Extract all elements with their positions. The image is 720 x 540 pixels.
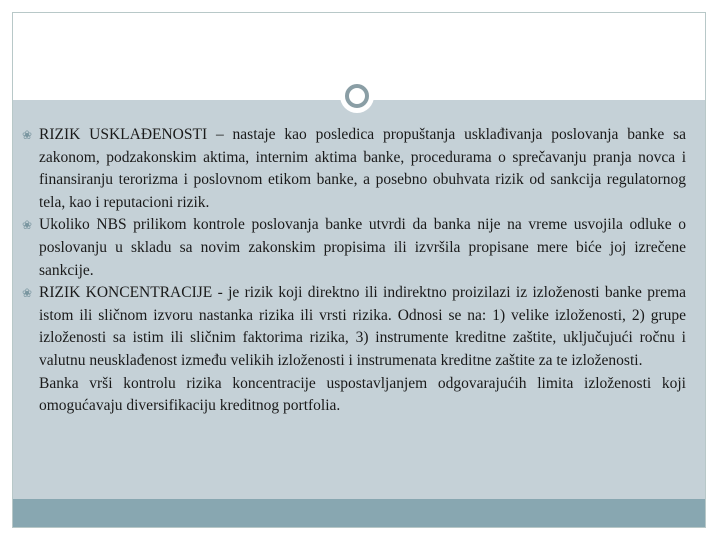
bullet-paragraph-concentration-risk [22,282,686,372]
concentration-risk-text: - je rizik koji direktno ili indirektno proizilazi iz izloženosti banke prema istom ili sličnom izvoru nastanka rizika ili vrsti rizika. Odnosi se na: 1) velike izloženosti, 2) grupe izloženosti sa istim ili sličnim faktorima rizika, 3) instrumente kreditne zaštite, uključujući ročnu i valutnu neusklađenost između velikih izloženosti i instrumenata kreditne zaštite za te izloženosti. [39,284,687,369]
curl-bullet-icon: ❀ [22,218,33,233]
curl-bullet-icon: ❀ [22,128,33,142]
bullet-paragraph-nbs-sanctions [22,214,686,282]
concentration-control-paragraph [22,373,686,418]
compliance-risk-text: – nastaje kao posledica propuštanja usklađivanja poslovanja banke sa zakonom, podzakonskim aktima, internim aktima banke, procedurama o sprečavanju pranja novca i finansiranju terorizma i poslovnom etikom banke, a posebno obuhvata rizik od sankcija regulatornog tela, kao i reputacioni rizik. [39,126,686,211]
compliance-risk-heading: RIZIK USKLAĐENOSTI [39,126,208,143]
ring-ornament-inner [345,84,369,108]
footer-bar [13,499,705,527]
bullet-paragraph-compliance-risk [22,124,686,214]
slide-body [22,124,686,418]
concentration-risk-heading: RIZIK KONCENTRACIJE [39,284,213,302]
concentration-control-text: Banka vrši kontrolu rizika koncentracije uspostavljanjem odgovarajućih limita izloženosti koji omogućavaju diversifikaciju kreditnog portfolia. [39,374,686,415]
ring-ornament-icon [340,79,374,113]
curl-bullet-icon: ❀ [22,286,33,301]
nbs-sanctions-text: Ukoliko NBS prilikom kontrole poslovanja banke utvrdi da banka nije na vreme usvojila odluke o poslovanju u skladu sa novim zakonskim propisima ili izvršila propisane mere biće joj izrečene sankcije. [39,216,686,279]
